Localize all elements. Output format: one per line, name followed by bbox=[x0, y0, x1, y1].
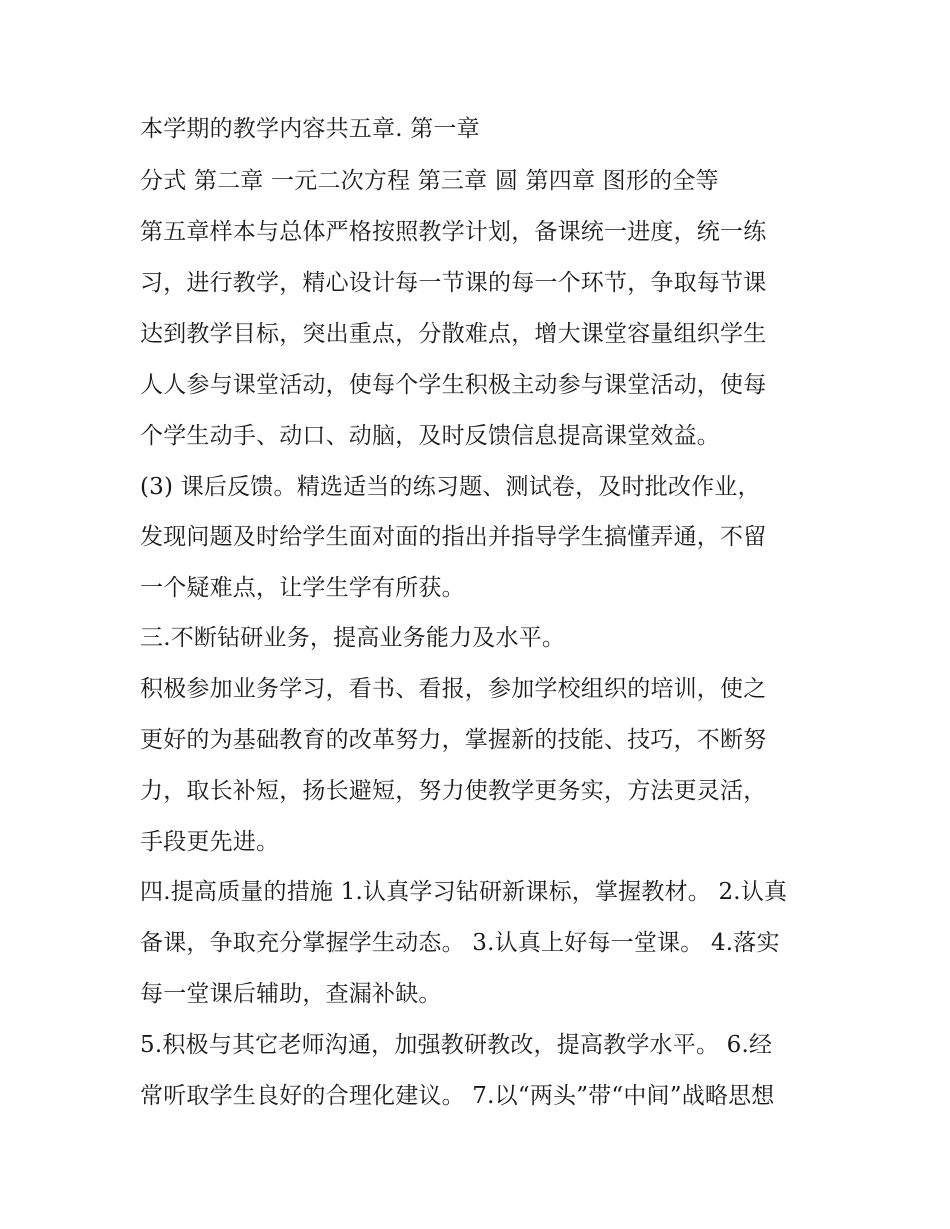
text-line: 人人参与课堂活动，使每个学生积极主动参与课堂活动，使每 bbox=[140, 372, 767, 398]
text-line: 三.不断钻研业务，提高业务能力及水平。 bbox=[140, 625, 566, 651]
text-line: (3) 课后反馈。精选适当的练习题、测试卷，及时批改作业， bbox=[140, 474, 761, 500]
text-line: 四.提高质量的措施 1.认真学习钻研新课标，掌握教材。 2.认真 bbox=[140, 879, 788, 905]
text-line: 第五章样本与总体严格按照教学计划，备课统一进度，统一练 bbox=[140, 219, 767, 245]
text-line: 常听取学生良好的合理化建议。 7.以“两头”带“中间”战略思想 bbox=[140, 1083, 775, 1109]
text-line: 达到教学目标，突出重点，分散难点，增大课堂容量组织学生 bbox=[140, 321, 767, 347]
text-line: 发现问题及时给学生面对面的指出并指导学生搞懂弄通，不留 bbox=[140, 524, 767, 550]
text-line: 积极参加业务学习，看书、看报，参加学校组织的培训，使之 bbox=[140, 676, 767, 702]
text-line: 力，取长补短，扬长避短，努力使教学更务实，方法更灵活， bbox=[140, 778, 767, 804]
text-line: 每一堂课后辅助，查漏补缺。 bbox=[140, 981, 442, 1007]
text-line: 分式 第二章 一元二次方程 第三章 圆 第四章 图形的全等 bbox=[140, 168, 719, 194]
text-line: 个学生动手、动口、动脑，及时反馈信息提高课堂效益。 bbox=[140, 423, 720, 449]
text-line: 5.积极与其它老师沟通，加强教研教改，提高教学水平。 6.经 bbox=[140, 1032, 773, 1058]
text-line: 备课，争取充分掌握学生动态。 3.认真上好每一堂课。 4.落实 bbox=[140, 930, 780, 956]
text-line: 更好的为基础教育的改革努力，掌握新的技能、技巧，不断努 bbox=[140, 727, 767, 753]
text-line: 习，进行教学，精心设计每一节课的每一个环节，争取每节课 bbox=[140, 270, 767, 296]
text-line: 一个疑难点，让学生学有所获。 bbox=[140, 575, 465, 601]
text-line: 手段更先进。 bbox=[140, 829, 280, 855]
text-line: 本学期的教学内容共五章. 第一章 bbox=[140, 116, 480, 142]
